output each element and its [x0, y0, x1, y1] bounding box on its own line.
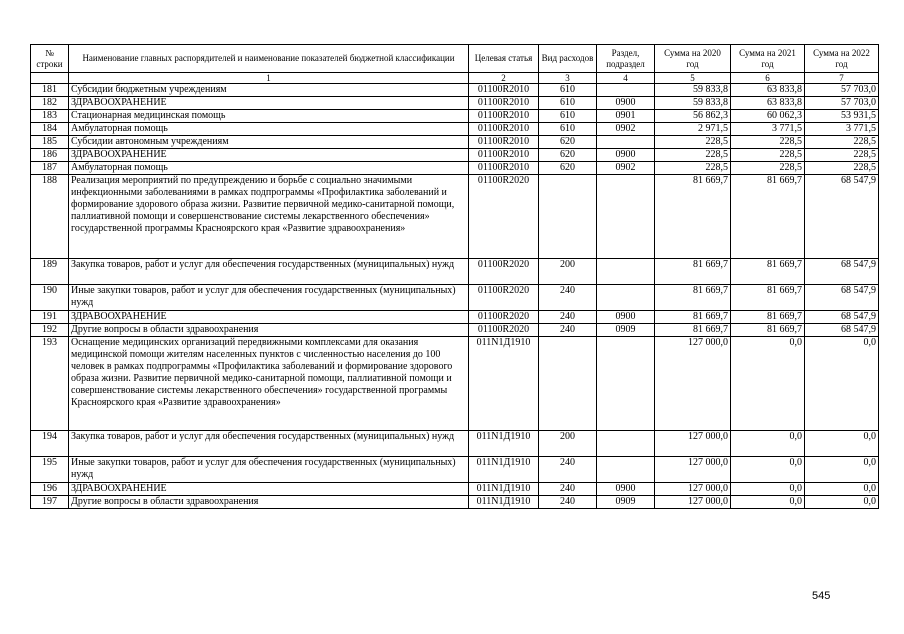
section-cell: 0909	[597, 324, 655, 337]
target-article-cell: 01100R2010	[469, 123, 539, 136]
sum-2022-cell: 0,0	[805, 496, 879, 509]
row-name-cell: Субсидии автономным учреждениям	[69, 136, 469, 149]
target-article-cell: 011N1Д1910	[469, 431, 539, 457]
sum-2022-cell: 228,5	[805, 136, 879, 149]
section-cell: 0900	[597, 149, 655, 162]
sum-2022-cell: 3 771,5	[805, 123, 879, 136]
page-number: 545	[812, 590, 831, 602]
sum-2020-cell: 127 000,0	[655, 496, 731, 509]
section-cell	[597, 337, 655, 431]
sum-2021-cell: 81 669,7	[731, 311, 805, 324]
row-name-cell: Иные закупки товаров, работ и услуг для обеспечения государственных (муниципальных) нужд	[69, 285, 469, 311]
sum-2020-cell: 228,5	[655, 136, 731, 149]
row-number-cell: 187	[31, 162, 69, 175]
sum-2022-cell: 0,0	[805, 337, 879, 431]
section-cell	[597, 431, 655, 457]
sum-2021-cell: 3 771,5	[731, 123, 805, 136]
section-cell: 0900	[597, 311, 655, 324]
sum-2020-cell: 59 833,8	[655, 84, 731, 97]
sum-2021-cell: 0,0	[731, 483, 805, 496]
row-name-cell: Амбулаторная помощь	[69, 123, 469, 136]
sum-2021-cell: 81 669,7	[731, 324, 805, 337]
sum-2021-cell: 228,5	[731, 136, 805, 149]
row-number-cell: 186	[31, 149, 69, 162]
expense-kind-cell: 240	[539, 285, 597, 311]
expense-kind-cell: 620	[539, 149, 597, 162]
sum-2021-cell: 81 669,7	[731, 175, 805, 259]
row-name-cell: Оснащение медицинских организаций передвижными комплексами для оказания медицинской помощи жителям населенных пунктов с численностью населения до 100 человек в рамках подпрограммы «Профилактика заболеваний и формирование здорового образа жизни. Развитие первичной медико-санитарной помощи, паллиативной помощи и совершенствование системы лекарственного обеспечения» государственной программы Красноярского края «Развитие здравоохранения»	[69, 337, 469, 431]
table-row	[31, 123, 879, 136]
sum-2022-cell: 68 547,9	[805, 311, 879, 324]
sum-2021-cell: 0,0	[731, 457, 805, 483]
table-row	[31, 457, 879, 483]
sum-2020-cell: 127 000,0	[655, 337, 731, 431]
table-row	[31, 311, 879, 324]
column-number: 7	[805, 73, 879, 84]
row-number-cell: 182	[31, 97, 69, 110]
table-row	[31, 259, 879, 285]
row-number-cell: 181	[31, 84, 69, 97]
table-row	[31, 97, 879, 110]
header-sum-2020: Сумма на 2020 год	[655, 45, 731, 73]
table-row	[31, 136, 879, 149]
sum-2022-cell: 0,0	[805, 483, 879, 496]
row-number-cell: 196	[31, 483, 69, 496]
table-row	[31, 324, 879, 337]
row-name-cell: Субсидии бюджетным учреждениям	[69, 84, 469, 97]
table-row	[31, 496, 879, 509]
target-article-cell: 01100R2020	[469, 259, 539, 285]
row-number-cell: 189	[31, 259, 69, 285]
table-row	[31, 84, 879, 97]
expense-kind-cell: 610	[539, 110, 597, 123]
sum-2022-cell: 0,0	[805, 457, 879, 483]
row-number-cell: 184	[31, 123, 69, 136]
row-name-cell: Стационарная медицинская помощь	[69, 110, 469, 123]
sum-2022-cell: 228,5	[805, 149, 879, 162]
section-cell	[597, 136, 655, 149]
row-number-cell: 192	[31, 324, 69, 337]
row-name-cell: ЗДРАВООХРАНЕНИЕ	[69, 97, 469, 110]
sum-2020-cell: 127 000,0	[655, 457, 731, 483]
section-cell	[597, 175, 655, 259]
sum-2020-cell: 228,5	[655, 162, 731, 175]
expense-kind-cell	[539, 175, 597, 259]
column-number: 1	[69, 73, 469, 84]
section-cell	[597, 84, 655, 97]
row-number-cell: 194	[31, 431, 69, 457]
table-row	[31, 431, 879, 457]
row-number-cell: 185	[31, 136, 69, 149]
sum-2021-cell: 228,5	[731, 162, 805, 175]
header-section: Раздел, подраздел	[597, 45, 655, 73]
sum-2022-cell: 228,5	[805, 162, 879, 175]
sum-2021-cell: 60 062,3	[731, 110, 805, 123]
sum-2022-cell: 68 547,9	[805, 259, 879, 285]
section-cell: 0900	[597, 97, 655, 110]
sum-2022-cell: 53 931,5	[805, 110, 879, 123]
target-article-cell: 01100R2020	[469, 285, 539, 311]
table-row	[31, 110, 879, 123]
target-article-cell: 011N1Д1910	[469, 457, 539, 483]
sum-2022-cell: 68 547,9	[805, 285, 879, 311]
header-sum-2022: Сумма на 2022 год	[805, 45, 879, 73]
row-number-cell: 188	[31, 175, 69, 259]
target-article-cell: 01100R2020	[469, 324, 539, 337]
sum-2022-cell: 68 547,9	[805, 324, 879, 337]
header-row	[31, 45, 879, 73]
sum-2020-cell: 127 000,0	[655, 483, 731, 496]
row-number-cell: 195	[31, 457, 69, 483]
sum-2021-cell: 63 833,8	[731, 97, 805, 110]
sum-2020-cell: 81 669,7	[655, 259, 731, 285]
target-article-cell: 01100R2010	[469, 110, 539, 123]
sum-2022-cell: 57 703,0	[805, 84, 879, 97]
table-row	[31, 149, 879, 162]
row-number-cell: 197	[31, 496, 69, 509]
expense-kind-cell: 240	[539, 311, 597, 324]
expense-kind-cell: 240	[539, 496, 597, 509]
sum-2022-cell: 57 703,0	[805, 97, 879, 110]
target-article-cell: 011N1Д1910	[469, 496, 539, 509]
column-number: 6	[731, 73, 805, 84]
table-row	[31, 285, 879, 311]
expense-kind-cell: 610	[539, 97, 597, 110]
sum-2021-cell: 0,0	[731, 337, 805, 431]
section-cell: 0909	[597, 496, 655, 509]
row-name-cell: Реализация мероприятий по предупреждению и борьбе с социально значимыми инфекционными заболеваниями в рамках подпрограммы «Профилактика заболеваний и формирование здорового образа жизни. Развитие первичной медико-санитарной помощи, паллиативной помощи и совершенствование системы лекарственного обеспечения» государственной программы Красноярского края «Развитие здравоохранения»	[69, 175, 469, 259]
row-name-cell: Амбулаторная помощь	[69, 162, 469, 175]
header-expense-kind: Вид расходов	[539, 45, 597, 73]
sum-2021-cell: 0,0	[731, 431, 805, 457]
sum-2020-cell: 81 669,7	[655, 324, 731, 337]
target-article-cell: 01100R2020	[469, 175, 539, 259]
row-number-cell: 183	[31, 110, 69, 123]
row-number-cell: 193	[31, 337, 69, 431]
row-name-cell: ЗДРАВООХРАНЕНИЕ	[69, 483, 469, 496]
expense-kind-cell	[539, 337, 597, 431]
sum-2020-cell: 81 669,7	[655, 311, 731, 324]
row-name-cell: Иные закупки товаров, работ и услуг для обеспечения государственных (муниципальных) нужд	[69, 457, 469, 483]
row-name-cell: Другие вопросы в области здравоохранения	[69, 496, 469, 509]
section-cell: 0900	[597, 483, 655, 496]
expense-kind-cell: 200	[539, 431, 597, 457]
expense-kind-cell: 200	[539, 259, 597, 285]
target-article-cell: 01100R2010	[469, 162, 539, 175]
column-number-row	[31, 73, 879, 84]
header-target-article: Целевая статья	[469, 45, 539, 73]
sum-2021-cell: 81 669,7	[731, 259, 805, 285]
header-name: Наименование главных распорядителей и наименование показателей бюджетной классификации	[69, 45, 469, 73]
section-cell	[597, 457, 655, 483]
sum-2020-cell: 127 000,0	[655, 431, 731, 457]
budget-table	[30, 44, 879, 509]
sum-2020-cell: 228,5	[655, 149, 731, 162]
sum-2020-cell: 2 971,5	[655, 123, 731, 136]
target-article-cell: 01100R2010	[469, 84, 539, 97]
row-number-cell: 190	[31, 285, 69, 311]
row-number-cell: 191	[31, 311, 69, 324]
column-number: 5	[655, 73, 731, 84]
column-number: 4	[597, 73, 655, 84]
expense-kind-cell: 240	[539, 324, 597, 337]
target-article-cell: 01100R2010	[469, 149, 539, 162]
row-name-cell: Другие вопросы в области здравоохранения	[69, 324, 469, 337]
sum-2020-cell: 81 669,7	[655, 175, 731, 259]
section-cell	[597, 259, 655, 285]
expense-kind-cell: 240	[539, 457, 597, 483]
column-number: 3	[539, 73, 597, 84]
sum-2020-cell: 56 862,3	[655, 110, 731, 123]
row-name-cell: Закупка товаров, работ и услуг для обеспечения государственных (муниципальных) нужд	[69, 259, 469, 285]
sum-2022-cell: 0,0	[805, 431, 879, 457]
table-row	[31, 337, 879, 431]
sum-2020-cell: 81 669,7	[655, 285, 731, 311]
section-cell: 0902	[597, 123, 655, 136]
row-name-cell: ЗДРАВООХРАНЕНИЕ	[69, 149, 469, 162]
expense-kind-cell: 620	[539, 162, 597, 175]
sum-2021-cell: 63 833,8	[731, 84, 805, 97]
section-cell: 0902	[597, 162, 655, 175]
target-article-cell: 01100R2010	[469, 97, 539, 110]
expense-kind-cell: 610	[539, 123, 597, 136]
table-row	[31, 483, 879, 496]
column-number	[31, 73, 69, 84]
table-row	[31, 162, 879, 175]
table-row	[31, 175, 879, 259]
section-cell	[597, 285, 655, 311]
row-name-cell: Закупка товаров, работ и услуг для обеспечения государственных (муниципальных) нужд	[69, 431, 469, 457]
sum-2021-cell: 228,5	[731, 149, 805, 162]
expense-kind-cell: 610	[539, 84, 597, 97]
column-number: 2	[469, 73, 539, 84]
header-sum-2021: Сумма на 2021 год	[731, 45, 805, 73]
section-cell: 0901	[597, 110, 655, 123]
sum-2020-cell: 59 833,8	[655, 97, 731, 110]
target-article-cell: 01100R2020	[469, 311, 539, 324]
sum-2021-cell: 81 669,7	[731, 285, 805, 311]
target-article-cell: 011N1Д1910	[469, 337, 539, 431]
expense-kind-cell: 240	[539, 483, 597, 496]
target-article-cell: 011N1Д1910	[469, 483, 539, 496]
row-name-cell: ЗДРАВООХРАНЕНИЕ	[69, 311, 469, 324]
header-row-number: № строки	[31, 45, 69, 73]
target-article-cell: 01100R2010	[469, 136, 539, 149]
sum-2021-cell: 0,0	[731, 496, 805, 509]
sum-2022-cell: 68 547,9	[805, 175, 879, 259]
expense-kind-cell: 620	[539, 136, 597, 149]
